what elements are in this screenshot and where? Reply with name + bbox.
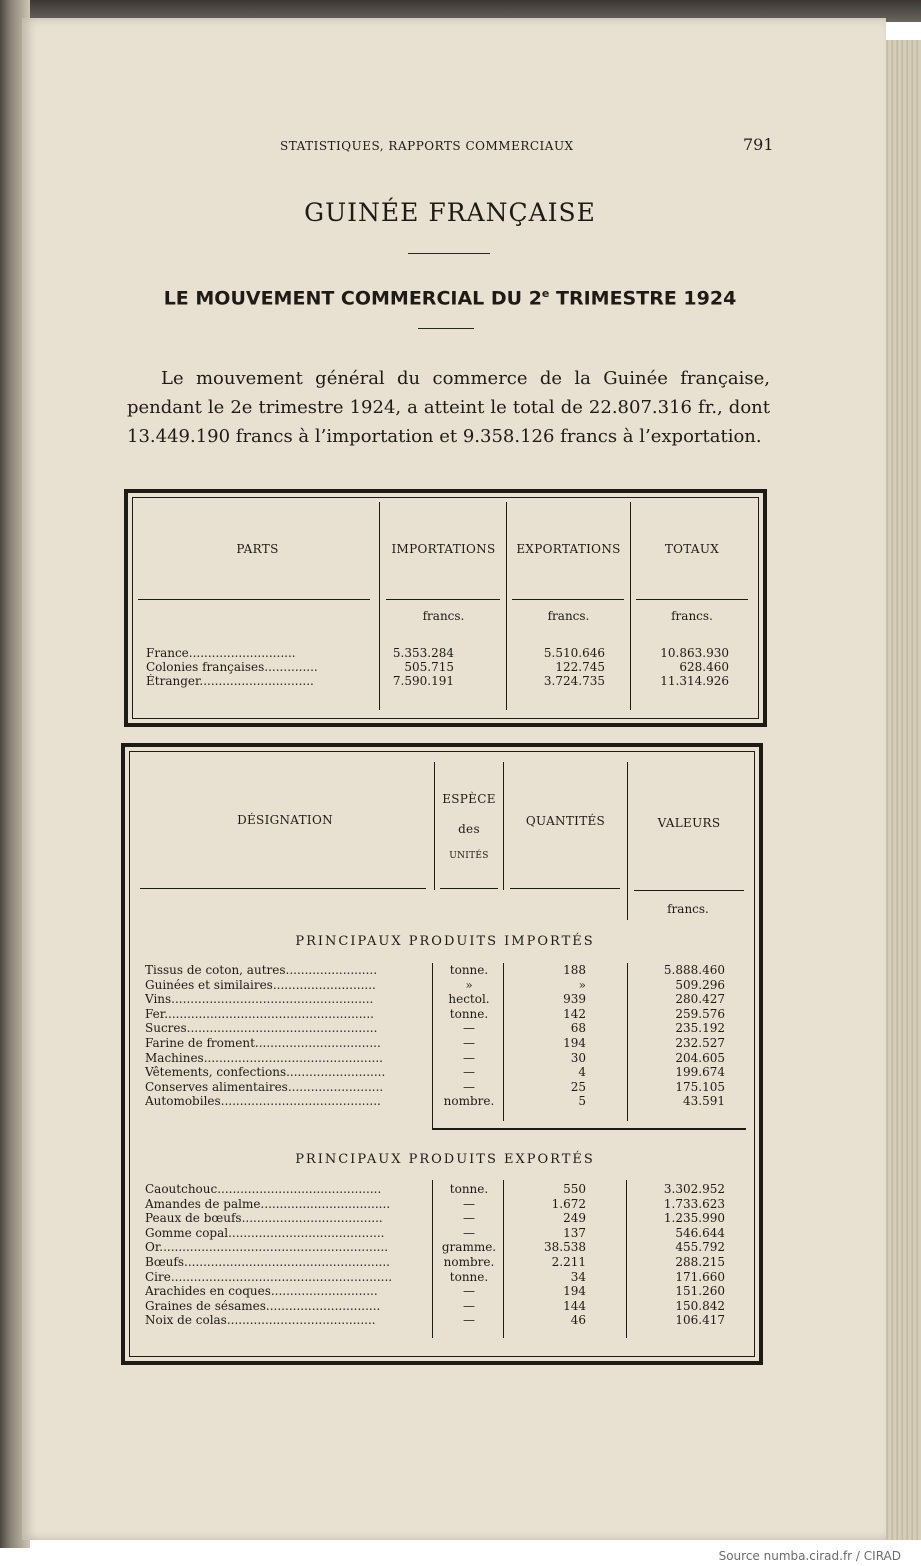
article-rule	[418, 328, 474, 329]
page-number: 791	[743, 135, 774, 154]
export-row-quantity: 46	[570, 1313, 586, 1328]
parts-row-totaux: 10.863.930	[660, 646, 729, 660]
import-row-value: 509.296	[675, 977, 725, 992]
intro-paragraph: Le mouvement général du commerce de la Guinée française, pendant le 2e trimestre 1924, a atteint le total de 22.807.316 fr., dont 13.449.190 francs à l’importation et 9.358.126 francs à l’exportation.	[127, 368, 770, 447]
parts-row-exportations: 5.510.646	[543, 646, 605, 660]
import-row-value: 199.674	[675, 1065, 725, 1080]
export-row-value: 171.660	[675, 1269, 725, 1284]
products-header-rule	[510, 888, 620, 889]
import-row-unit: hectol.	[448, 992, 490, 1007]
header-espece-unites: UNITÉS	[449, 851, 489, 861]
export-row-value: 106.417	[675, 1313, 725, 1328]
import-row-unit: nombre.	[443, 1094, 495, 1109]
header-espece-des: des	[458, 822, 480, 836]
import-row-label: Conserves alimentaires.........................	[145, 1079, 384, 1094]
import-row-quantity: »	[578, 977, 586, 992]
export-row-unit: tonne.	[449, 1182, 489, 1196]
import-row-value: 259.576	[675, 1006, 725, 1021]
export-row-unit: —	[463, 1313, 475, 1328]
article-title-start: LE MOUVEMENT COMMERCIAL DU 2	[163, 287, 542, 310]
running-title: STATISTIQUES, RAPPORTS COMMERCIAUX	[280, 139, 574, 153]
imports-col-divider	[432, 963, 433, 1129]
import-row-quantity: 4	[578, 1065, 586, 1080]
export-row-unit: nombre.	[443, 1255, 495, 1269]
products-header-rule	[440, 888, 498, 889]
products-header-rule	[140, 888, 426, 889]
parts-row-totaux: 628.460	[679, 660, 729, 674]
exports-section-label: PRINCIPAUX PRODUITS EXPORTÉS	[295, 1152, 595, 1167]
header-quantites: QUANTITÉS	[525, 814, 606, 828]
import-row-value: 43.591	[683, 1094, 725, 1109]
import-row-quantity: 25	[570, 1079, 586, 1094]
export-row-quantity: 34	[570, 1269, 586, 1284]
imports-bottom-rule	[432, 1128, 746, 1130]
export-row-unit: —	[463, 1196, 475, 1211]
export-row-label: Noix de colas.......................................	[145, 1313, 376, 1328]
import-row-label: Automobiles..........................................	[145, 1094, 381, 1109]
parts-row-importations: 7.590.191	[392, 674, 454, 688]
products-col-divider	[627, 762, 628, 920]
import-row-label: Machines...............................................	[145, 1050, 383, 1065]
parts-header-rule	[512, 599, 624, 600]
import-row-label: Vins.....................................................	[145, 992, 374, 1007]
export-row-value: 455.792	[675, 1240, 725, 1255]
export-row-value: 3.302.952	[663, 1182, 725, 1196]
export-row-value: 1.733.623	[663, 1196, 725, 1211]
import-row-label: Tissus de coton, autres........................	[145, 963, 378, 977]
import-row-value: 175.105	[675, 1079, 725, 1094]
article-title-superscript: e	[541, 287, 550, 300]
export-row-unit: —	[463, 1211, 475, 1226]
parts-header-rule	[138, 599, 370, 600]
export-row-quantity: 2.211	[551, 1255, 586, 1269]
import-row-quantity: 194	[563, 1036, 586, 1050]
import-row-value: 235.192	[675, 1021, 725, 1036]
header-totaux: TOTAUX	[664, 542, 720, 556]
import-row-quantity: 142	[563, 1006, 586, 1021]
import-row-value: 204.605	[675, 1050, 725, 1065]
import-row-quantity: 30	[570, 1050, 586, 1065]
export-row-value: 546.644	[675, 1225, 725, 1240]
parts-row-exportations: 3.724.735	[543, 674, 605, 688]
import-row-value: 232.527	[675, 1036, 725, 1050]
import-row-label: Farine de froment.................................	[145, 1036, 381, 1050]
export-row-label: Peaux de bœufs.....................................	[145, 1211, 383, 1226]
parts-row-exportations: 122.745	[555, 660, 605, 674]
export-row-quantity: 137	[563, 1225, 586, 1240]
header-espece: ESPÈCE	[442, 792, 496, 806]
export-row-label: Or............................................................	[145, 1240, 389, 1255]
parts-row-label: France............................	[146, 646, 296, 660]
parts-row-totaux: 11.314.926	[660, 674, 729, 688]
import-row-label: Vêtements, confections..........................	[145, 1065, 386, 1080]
import-row-quantity: 68	[570, 1021, 586, 1036]
import-row-unit: tonne.	[449, 963, 489, 977]
parts-col-divider	[379, 502, 380, 710]
article-title	[0, 287, 900, 309]
import-row-unit: —	[463, 1050, 475, 1065]
import-row-unit: —	[463, 1065, 475, 1080]
export-row-quantity: 38.538	[544, 1240, 586, 1255]
export-row-unit: —	[463, 1298, 475, 1313]
header-importations: IMPORTATIONS	[391, 542, 496, 556]
exports-col-divider	[432, 1180, 433, 1338]
exports-col-divider	[626, 1180, 627, 1338]
export-row-quantity: 144	[563, 1298, 586, 1313]
import-row-label: Sucres..................................................	[145, 1021, 378, 1036]
import-row-unit: »	[465, 977, 473, 992]
export-row-quantity: 249	[563, 1211, 586, 1226]
export-row-unit: tonne.	[449, 1269, 489, 1284]
export-row-label: Arachides en coques............................	[145, 1284, 378, 1299]
export-row-quantity: 1.672	[551, 1196, 586, 1211]
export-row-label: Amandes de palme..................................	[145, 1196, 391, 1211]
header-designation: DÉSIGNATION	[237, 813, 333, 827]
page-stack-edge	[884, 40, 921, 1540]
export-row-label: Caoutchouc...........................................	[145, 1182, 382, 1196]
export-row-label: Gomme copal.........................................	[145, 1225, 385, 1240]
import-row-value: 280.427	[675, 992, 725, 1007]
import-row-unit: —	[463, 1021, 475, 1036]
source-credit: Source numba.cirad.fr / CIRAD	[718, 1549, 901, 1563]
imports-section-label: PRINCIPAUX PRODUITS IMPORTÉS	[295, 934, 595, 949]
header-parts: PARTS	[236, 542, 279, 556]
unit-exportations: francs.	[547, 609, 590, 623]
export-row-value: 1.235.990	[663, 1211, 725, 1226]
title-rule	[408, 253, 490, 254]
article-title-end: TRIMESTRE 1924	[549, 287, 737, 310]
export-row-value: 288.215	[675, 1255, 725, 1269]
export-row-quantity: 550	[563, 1182, 586, 1196]
unit-totaux: francs.	[671, 609, 713, 623]
export-row-quantity: 194	[563, 1284, 586, 1299]
parts-row-importations: 5.353.284	[392, 646, 454, 660]
export-row-label: Bœufs......................................................	[145, 1255, 390, 1269]
export-row-label: Cire..........................................................	[145, 1269, 393, 1284]
import-row-unit: —	[463, 1036, 475, 1050]
export-row-label: Graines de sésames..............................	[145, 1298, 381, 1313]
export-row-unit: —	[463, 1284, 475, 1299]
import-row-quantity: 188	[563, 963, 586, 977]
import-row-label: Guinées et similaires...........................	[145, 977, 376, 992]
unit-valeurs: francs.	[667, 902, 709, 916]
import-row-label: Fer.......................................................	[145, 1006, 374, 1021]
import-row-quantity: 939	[563, 992, 586, 1007]
parts-table	[124, 489, 767, 727]
export-row-unit: gramme.	[441, 1240, 497, 1255]
header-valeurs: VALEURS	[657, 816, 721, 830]
import-row-value: 5.888.460	[663, 963, 725, 977]
export-row-value: 151.260	[675, 1284, 725, 1299]
parts-header-rule	[386, 599, 500, 600]
products-header-rule	[634, 890, 744, 891]
section-title: GUINÉE FRANÇAISE	[304, 198, 596, 227]
parts-row-label: Colonies françaises..............	[146, 660, 318, 674]
parts-row-label: Étranger..............................	[146, 674, 314, 688]
import-row-unit: —	[463, 1079, 475, 1094]
unit-importations: francs.	[422, 609, 465, 623]
parts-row-importations: 505.715	[404, 660, 454, 674]
header-exportations: EXPORTATIONS	[516, 542, 621, 556]
parts-header-rule	[636, 599, 748, 600]
export-row-value: 150.842	[675, 1298, 725, 1313]
import-row-quantity: 5	[578, 1094, 586, 1109]
import-row-unit: tonne.	[449, 1006, 489, 1021]
export-row-unit: —	[463, 1225, 475, 1240]
